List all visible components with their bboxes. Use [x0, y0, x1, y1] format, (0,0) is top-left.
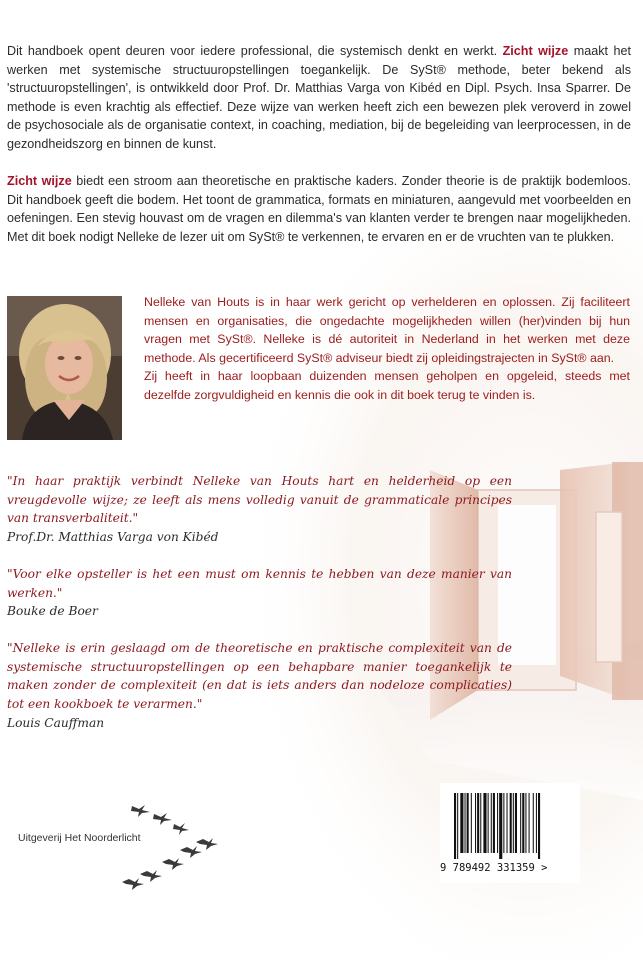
- author-bio-paragraph-2: Zij heeft in haar loopbaan duizenden mensen geholpen en opgeleid, steeds met dezelfde zorgvuldigheid en kennis die ook in dit boek terug te vinden is.: [144, 369, 630, 402]
- brand-name: Zicht wijze: [7, 174, 72, 189]
- intro-paragraph-2-text: biedt een stroom aan theoretische en praktische kaders. Zonder theorie is de praktijk bodemloos. Dit handboek geeft die bodem. Het toont de grammatica, formats en miniaturen, aangevuld met voorbeelden en oefeningen. Een stevig houvast om de vragen en dilemma's van klanten verder te brengen naar mogelijkheden. Met dit boek nodigt Nelleke de lezer uit om SySt® te verkennen, te ervaren en er de vruchten van te plukken.: [7, 174, 631, 244]
- barcode-bar: [488, 793, 489, 853]
- barcode-bar: [522, 793, 524, 853]
- author-photo: [7, 296, 122, 440]
- barcode-bar: [515, 793, 517, 853]
- barcode-bar: [499, 793, 502, 859]
- intro-text: [7, 42, 631, 265]
- quote-author: Louis Cauffman: [7, 715, 105, 730]
- barcode-bar: [497, 793, 498, 853]
- intro-lead-sentence: Dit handboek opent deuren voor iedere professional, die systemisch denkt en werkt.: [7, 44, 498, 58]
- isbn-number: 9 789492 331359 >: [440, 862, 548, 874]
- barcode-bar: [493, 793, 495, 853]
- barcode-bar: [529, 793, 530, 853]
- author-bio: [144, 293, 630, 405]
- endorsement-quote: [7, 472, 512, 547]
- quote-author: Prof.Dr. Matthias Varga von Kibéd: [7, 530, 219, 545]
- barcode-bar: [480, 793, 481, 853]
- barcode-bar: [477, 793, 479, 853]
- barcode-bar: [483, 793, 486, 853]
- quote-text: "Nelleke is erin geslaagd om de theoretische en praktische complexiteit van de systemische structuuropstellingen op een behapbare manier toegankelijk te maken zonder de complexiteit (en dat is iets anders dan nodeloze complicaties) tot een kookboek te verarmen.": [7, 640, 512, 712]
- barcode-bar: [503, 793, 504, 853]
- barcode-bar: [491, 793, 492, 853]
- barcode-bar: [471, 793, 472, 853]
- barcode-bar: [457, 793, 458, 859]
- endorsement-quote: [7, 565, 512, 621]
- endorsement-quote: [7, 639, 512, 733]
- intro-paragraph-2: [7, 172, 631, 246]
- barcode-bar: [510, 793, 512, 853]
- publisher-logo: [18, 800, 223, 890]
- author-portrait-illustration: [7, 296, 122, 440]
- barcode-bars: [454, 793, 572, 859]
- barcode-bar: [520, 793, 521, 853]
- author-bio-paragraph-1: Nelleke van Houts is in haar werk gericht op verhelderen en oplossen. Zij faciliteert mensen en organisaties, die ongedachte mogelijkheden willen (her)vinden bij hun vragen met SySt®. Nelleke is dé autoriteit in Nederland in het werken met deze methode. Als gecertificeerd SySt® adviseur biedt zij opleidingstrajecten in SySt® aan.: [144, 295, 630, 365]
- birds-logo-icon: [118, 800, 228, 890]
- endorsements: [7, 472, 512, 750]
- barcode-bar: [533, 793, 534, 853]
- brand-name: Zicht wijze: [502, 44, 569, 58]
- quote-text: "Voor elke opsteller is het een must om kennis te hebben van deze manier van werken.": [7, 566, 512, 600]
- barcode-bar: [465, 793, 466, 853]
- barcode-bar: [454, 793, 456, 859]
- barcode-bar: [525, 793, 526, 853]
- barcode-bar: [460, 793, 463, 853]
- barcode-bar: [475, 793, 476, 853]
- barcode-bar: [536, 793, 537, 853]
- quote-text: "In haar praktijk verbindt Nelleke van Houts hart en helderheid op een vreugdevolle wijze; ze leeft als mens volledig vanuit de grammaticale principes van transverbaliteit.": [7, 474, 512, 526]
- barcode-bar: [513, 793, 514, 853]
- quote-author: Bouke de Boer: [7, 604, 98, 619]
- publisher-name: Uitgeverij Het Noorderlicht: [18, 832, 141, 844]
- intro-paragraph-1-text: maakt het werken met systemische structuuropstellingen toegankelijk. De SySt® methode, beter bekend als 'structuuropstellingen', is ontwikkeld door Prof. Dr. Matthias Varga von Kibéd en Dipl. Psych. Insa Sparrer. De methode is even krachtig als effectief. Deze wijze van werken heeft zich een bewezen plek veroverd in zowel de psychosociale als de organisatie context, in coaching, mediation, bij de begeleiding van leerprocessen, in de gezondheidszorg en binnen de kunst.: [7, 44, 631, 151]
- barcode-bar: [467, 793, 469, 853]
- isbn-barcode: [440, 783, 585, 883]
- barcode-bar: [538, 793, 540, 859]
- barcode-bar: [507, 793, 508, 853]
- intro-paragraph-1: [7, 42, 631, 154]
